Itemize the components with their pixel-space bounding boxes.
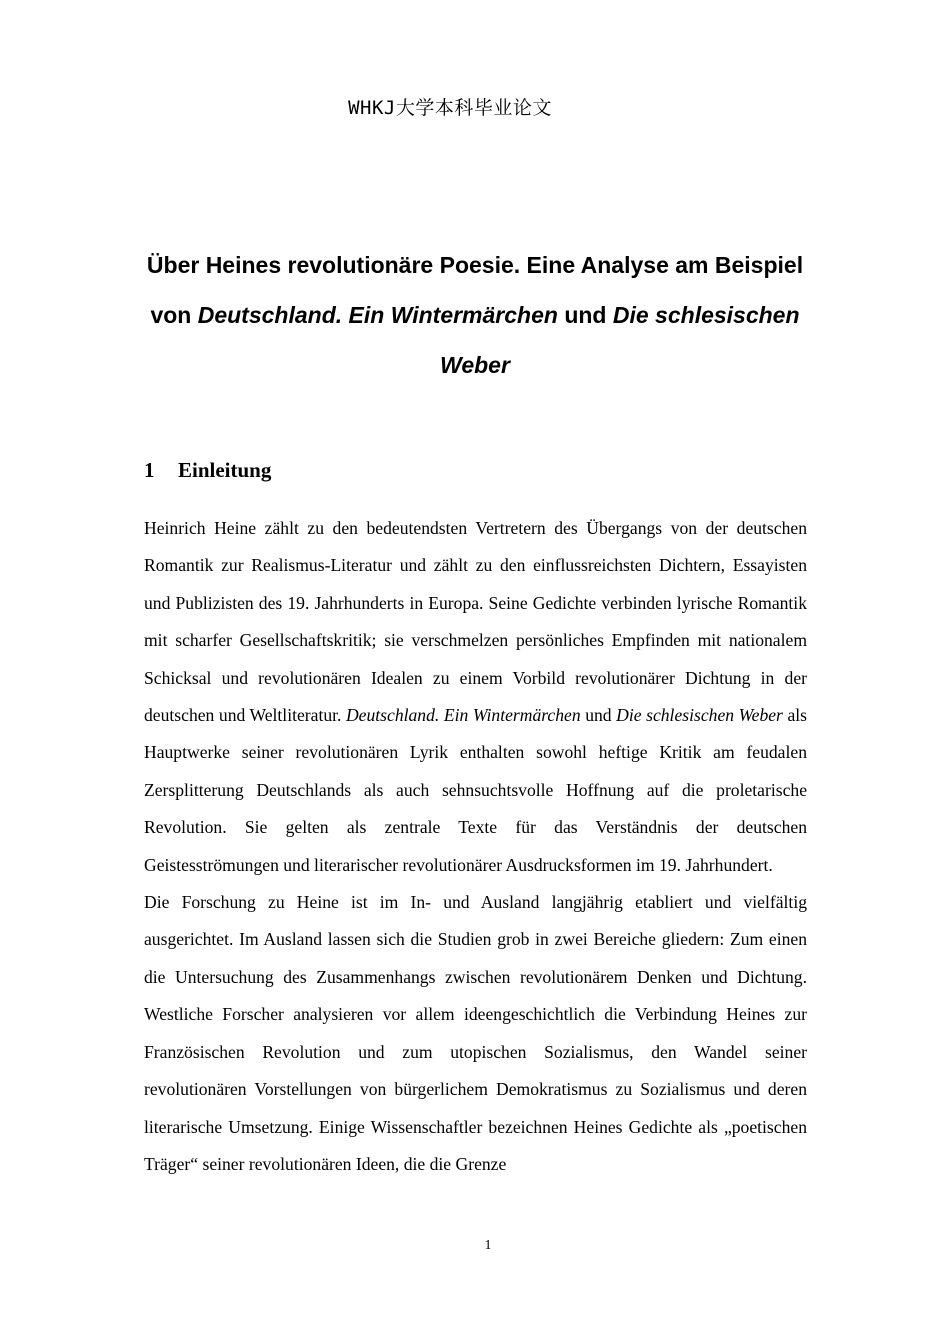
paragraph-2: Die Forschung zu Heine ist im In- und Ausland langjährig etabliert und vielfältig ausgerichtet. Im Ausland lassen sich die Studien grob in zwei Bereiche gliedern: Zum einen die Untersuchung des Zusammenhangs zwischen revolutionärem Denken und Dichtung. Westliche Forscher analysieren vor allem ideengeschichtlich die Verbindung Heines zur Französischen Revolution und zum utopischen Sozialismus, den Wandel seiner revolutionären Vorstellungen von bürgerlichem Demokratismus zu Sozialismus und deren literarische Umsetzung. Einige Wissenschaftler bezeichnen Heines Gedichte als „poetischen Träger“ seiner revolutionären Ideen, die die Grenze [144,892,807,1174]
page-header: WHKJ大学本科毕业论文 [348,97,552,119]
paragraph-1-text: Heinrich Heine zählt zu den bedeutendsten Vertretern des Übergangs von der deutschen Romantik zur Realismus-Literatur und zählt zu den einflussreichsten Dichtern, Essayisten und Publizisten des 19. Jahrhunderts in Europa. Seine Gedichte verbinden lyrische Romantik mit scharfer Gesellschaftskritik; sie verschmelzen persönliches Empfinden mit nationalem Schicksal und revolutionären Idealen zu einem Vorbild revolutionärer Dichtung in der deutschen und Weltliteratur. [144,518,807,726]
section-title: Einleitung [178,458,272,482]
title-work-weber: Die schlesischen Weber [440,302,800,378]
paragraph-1 [144,510,807,884]
paragraph-1-work-deutschland: Deutschland. Ein Wintermärchen [345,705,581,726]
paragraph-1-work-weber: Die schlesischen Weber [616,705,783,726]
thesis-title [140,240,810,390]
paragraph-1-text-continued: als Hauptwerke seiner revolutionären Lyrik enthalten sowohl heftige Kritik am feudalen Zersplitterung Deutschlands als auch sehnsuchtsvolle Hoffnung auf die proletarische Revolution. Sie gelten als zentrale Texte für das Verständnis der deutschen Geistesströmungen und literarischer revolutionärer Ausdrucksformen im 19. Jahrhundert. [144,705,807,875]
section-heading [144,458,271,483]
title-text: Über Heines revolutionäre Poesie. Eine Analyse am Beispiel von [146,252,804,328]
title-work-deutschland: Deutschland. Ein Wintermärchen [197,302,558,328]
section-number: 1 [144,458,155,482]
page-number: 1 [484,1238,492,1253]
body-text [144,510,807,1183]
title-connector: und [557,302,613,328]
paragraph-1-connector: und [580,705,617,726]
